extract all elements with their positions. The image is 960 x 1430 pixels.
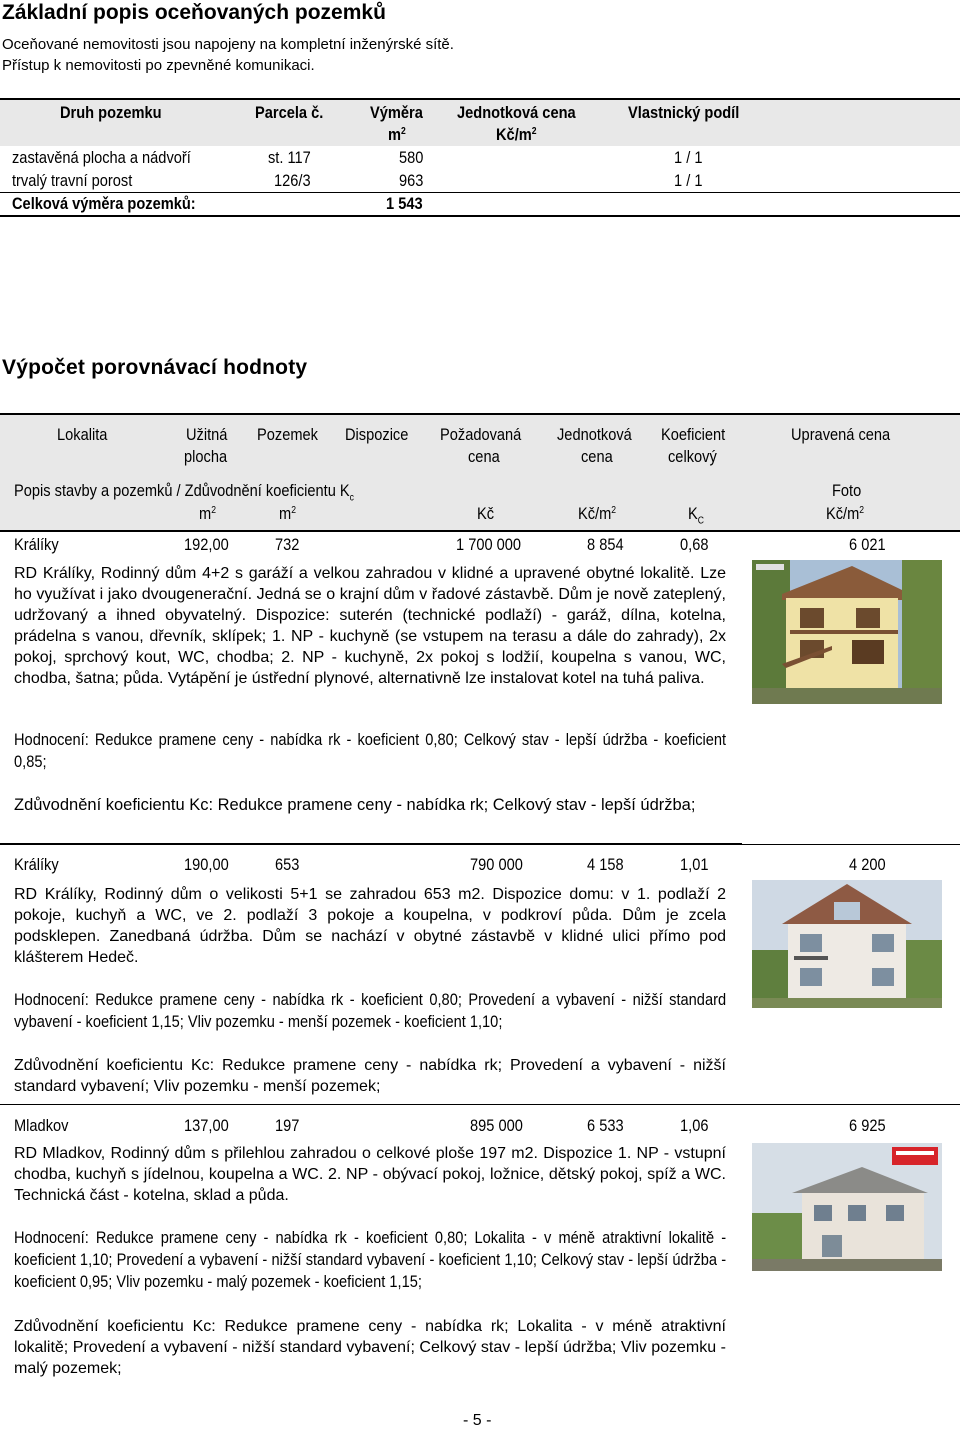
entry1-plocha: 192,00 [184, 535, 229, 554]
comp-col-lokalita: Lokalita [57, 425, 108, 444]
entry1-popis: RD Králíky, Rodinný dům 4+2 s garáží a velkou zahradou v klidné a upravené obytné lokalitě. Lze ho využívat i jako dvougenerační. Jedná se o krajní dům v řadové zástavbě. Dům je nově zateplený, udržovaný a ihned obyvatelný. Dispozice: suterén (technické podlaží) - garáž, dílna, kotelna, prádelna s vanou, dřevník, sklípek; 1. NP - kuchyně (se vstupem na terasu a dále do zahrady), 2x pokoj, sprchový kout, WC, chodba; 2. NP - kuchyně, 2x pokoj s lodžií, koupelna s vanou, WC, chodba, šatna; půda. Vytápění je ústřední plynové, alternativně lze instalovat kotel na tuhá paliva. [14, 565, 726, 687]
comp-col-pozadovana-cena: cena [468, 447, 500, 466]
entry2-zduvodneni: Zdůvodnění koeficientu Kc: Redukce pramene ceny - nabídka rk; Provedení a vybavení - nižší standard vybavení; Vliv pozemku - menší pozemek; [14, 1057, 726, 1095]
entry3-upravena: 6 925 [849, 1116, 886, 1135]
entry1-koeficient: 0,68 [680, 535, 709, 554]
page-number: - 5 - [463, 1412, 492, 1429]
section1-line1: Oceňované nemovitosti jsou napojeny na kompletní inženýrské sítě. [2, 36, 454, 53]
comp-unit-cena: Kč [477, 504, 495, 523]
entry1-upravena: 6 021 [849, 535, 886, 554]
entry3-hodnoceni: Hodnocení: Redukce pramene ceny - nabídka rk - koeficient 0,80; Lokalita - v méně atraktivní lokalitě - koeficient 1,10; Provedení a vybavení - nižší standard vybavení - koeficient 1,10; Celkový stav - lepší údržba - koeficient 0,95; Vliv pozemku - malý pozemek - koeficient 1,15; [14, 1228, 727, 1291]
entry1-hodnoceni: Hodnocení: Redukce pramene ceny - nabídka rk - koeficient 0,80; Celkový stav - lepší údržba - koeficient 0,85; [14, 730, 727, 771]
house-photo-3 [752, 1143, 942, 1271]
land-col-parcela: Parcela č. [255, 103, 324, 122]
comp-unit-plocha: $m^2$ [199, 504, 216, 523]
entry2-koeficient: 1,01 [680, 855, 709, 874]
house-photo-2 [752, 880, 942, 1008]
land-total-rule [0, 192, 960, 193]
land-table-top-rule [0, 98, 960, 100]
land-col-vymera-unit: $m^2$ [388, 125, 406, 144]
comp-unit-koef: $K_C$ [688, 504, 704, 527]
section2-title: Výpočet porovnávací hodnoty [2, 356, 308, 379]
land-row2-vymera: 963 [399, 171, 424, 190]
entry2-upravena: 4 200 [849, 855, 886, 874]
comp-col-pozadovana: Požadovaná [440, 425, 522, 444]
entry2-cena: 790 000 [470, 855, 523, 874]
entry3-jednotkova: 6 533 [587, 1116, 624, 1135]
comp-col-plocha: plocha [184, 447, 228, 466]
comp-col-popis: Popis stavby a pozemků / Zdůvodnění koeficientu $K_c$ [14, 481, 354, 504]
land-col-podil: Vlastnický podíl [628, 103, 740, 122]
entry3-zduvodneni: Zdůvodnění koeficientu Kc: Redukce pramene ceny - nabídka rk; Lokalita - v méně atraktivní lokalitě; Provedení a vybavení - nižší standard vybavení; Celkový stav - lepší údržba; Vliv pozemku - malý pozemek; [14, 1318, 726, 1377]
land-total-label: Celková výměra pozemků: [12, 194, 196, 213]
entry1-zduvodneni: Zdůvodnění koeficientu Kc: Redukce pramene ceny - nabídka rk; Celkový stav - lepší údržba; [14, 796, 696, 814]
comp-col-jednotkova: Jednotková [557, 425, 632, 444]
entry2-pozemek: 653 [275, 855, 300, 874]
entry3-lokalita: Mladkov [14, 1116, 69, 1135]
land-row1-vymera: 580 [399, 148, 424, 167]
comp-unit-jednotkova: $Kč/m^2$ [578, 504, 617, 523]
comp-unit-upravena: $Kč/m^2$ [826, 504, 865, 523]
section1-line2: Přístup k nemovitosti po zpevněné komunikaci. [2, 57, 315, 74]
section1-title: Základní popis oceňovaných pozemků [2, 1, 386, 24]
entry3-plocha: 137,00 [184, 1116, 229, 1135]
comp-col-jednotkova-cena: cena [581, 447, 613, 466]
entry3-cena: 895 000 [470, 1116, 523, 1135]
entry2-hodnoceni: Hodnocení: Redukce pramene ceny - nabídka rk - koeficient 0,80; Provedení a vybavení - nižší standard vybavení - koeficient 1,15; Vliv pozemku - menší pozemek - koeficient 1,10; [14, 990, 727, 1031]
land-col-jednotkova-unit: $Kč/m^2$ [496, 125, 537, 144]
comp-col-upravena: Upravená cena [791, 425, 891, 444]
land-col-druh: Druh pozemku [60, 103, 162, 122]
entry1-lokalita: Králíky [14, 535, 59, 554]
entry3-popis: RD Mladkov, Rodinný dům s přilehlou zahradou o celkové ploše 197 m2. Dispozice 1. NP - vstupní chodba, kuchyň s jídelnou, koupelna a WC. 2. NP - obývací pokoj, ložnice, dětský pokoj, spíž a WC. Technická část - kotelna, sklad a půda. [14, 1145, 726, 1204]
entry1-jednotkova: 8 854 [587, 535, 624, 554]
land-col-vymera: Výměra [370, 103, 423, 122]
entry1-cena: 1 700 000 [456, 535, 522, 554]
comp-unit-pozemek: $m^2$ [279, 504, 296, 523]
land-row2-parcela: 126/3 [274, 171, 311, 190]
comp-header-bottom-rule [0, 530, 960, 532]
entry2-jednotkova: 4 158 [587, 855, 624, 874]
entry3-koeficient: 1,06 [680, 1116, 709, 1135]
comp-col-uzitna: Užitná [186, 425, 228, 444]
comp-col-foto: Foto [832, 481, 862, 500]
comp-col-dispozice: Dispozice [345, 425, 409, 444]
entry2-plocha: 190,00 [184, 855, 229, 874]
entry2-top-rule [0, 844, 960, 845]
entry1-photo [752, 560, 942, 704]
entry2-popis: RD Králíky, Rodinný dům o velikosti 5+1 se zahradou 653 m2. Dispozice domu: v 1. podlaží 2 pokoje, kuchyň a WC, ve 2. podlaží 3 pokoje a koupelna, v podkroví půda. Dům je zcela podsklepen. Zanedbaná údržba. Dům se nachází v obytné zástavbě v klidné ulici přímo pod klášterem Hedeč. [14, 886, 726, 966]
land-total-value: 1 543 [386, 194, 423, 213]
entry1-pozemek: 732 [275, 535, 300, 554]
comp-table-top-rule [0, 413, 960, 415]
land-row2-druh: trvalý travní porost [12, 171, 133, 190]
entry2-lokalita: Králíky [14, 855, 59, 874]
entry2-bottom-rule [0, 1104, 960, 1105]
land-row1-parcela: st. 117 [268, 148, 311, 167]
comp-col-celkovy: celkový [668, 447, 717, 466]
comp-col-pozemek: Pozemek [257, 425, 318, 444]
land-row2-podil: 1 / 1 [674, 171, 703, 190]
land-col-jednotkova: Jednotková cena [457, 103, 576, 122]
comp-col-koeficient: Koeficient [661, 425, 726, 444]
house-photo-1 [752, 560, 942, 704]
entry2-photo [752, 880, 942, 1008]
entry3-pozemek: 197 [275, 1116, 300, 1135]
entry3-photo [752, 1143, 942, 1271]
land-row1-podil: 1 / 1 [674, 148, 703, 167]
land-bottom-rule [0, 215, 960, 217]
land-row1-druh: zastavěná plocha a nádvoří [12, 148, 191, 167]
